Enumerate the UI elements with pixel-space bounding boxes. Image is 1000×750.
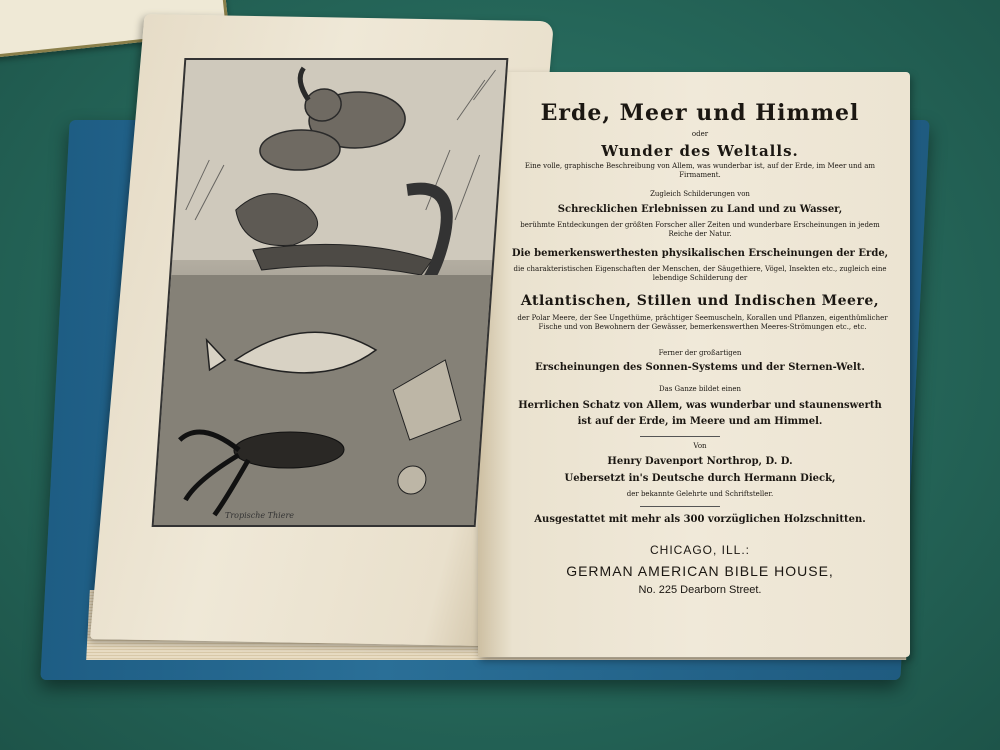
discoveries-line: berühmte Entdeckungen der größten Forscher aller Zeiten und wunderbare Erscheinungen in jedem Reiche der Natur. <box>520 221 880 238</box>
publisher-address: No. 225 Dearborn Street. <box>638 584 762 596</box>
book-title: Erde, Meer und Himmel <box>540 100 860 126</box>
zugleich-line: Zugleich Schilderungen von <box>650 190 750 198</box>
description-line: Eine volle, graphische Beschreibung von Allem, was wunderbar ist, auf der Erde, im Meer und am Firmament. <box>524 162 876 179</box>
characteristics-line: die charakteristischen Eigenschaften der Menschen, der Säugethiere, Vögel, Insekten etc., zugleich eine lebendige Schilderung der <box>513 265 887 282</box>
polar-line: der Polar Meere, der See Ungethüme, prächtiger Seemuscheln, Korallen und Pflanzen, eigenthümlicher Fische und von Bewohnern der Gewässer, bemerkenswerthen Meeres-Strömungen etc., etc. <box>517 314 888 331</box>
publisher-name: GERMAN AMERICAN BIBLE HOUSE, <box>566 563 834 579</box>
physical-line: Die bemerkenswerthesten physikalischen Erscheinungen der Erde, <box>511 248 889 259</box>
engraving-illustration <box>152 58 509 527</box>
book-subtitle: Wunder des Weltalls. <box>601 142 799 160</box>
author-line: Henry Davenport Northrop, D. D. <box>607 456 793 467</box>
treasure-line-2: ist auf der Erde, im Meere und am Himmel. <box>577 416 823 427</box>
treasure-line: Herrlichen Schatz von Allem, was wunderbar und staunenswerth <box>518 400 882 411</box>
illustrations-line: Ausgestattet mit mehr als 300 vorzüglichen Holzschnitten. <box>534 514 866 525</box>
translator-line: Uebersetzt in's Deutsche durch Hermann Dieck, <box>564 473 836 484</box>
ganze-line: Das Ganze bildet einen <box>658 385 742 393</box>
translator-note: der bekannte Gelehrte und Schriftsteller. <box>626 490 774 498</box>
divider-rule-2 <box>640 506 720 507</box>
ferner-line: Ferner der großartigen <box>658 349 742 357</box>
solar-line: Erscheinungen des Sonnen-Systems und der Sternen-Welt. <box>535 362 865 373</box>
oceans-line: Atlantischen, Stillen und Indischen Meere, <box>520 293 880 309</box>
von-line: Von <box>693 442 707 450</box>
title-oder: oder <box>691 130 709 138</box>
illustration-caption: Tropische Thiere <box>225 511 295 520</box>
divider-rule <box>640 436 720 437</box>
publisher-city: CHICAGO, ILL.: <box>649 543 751 557</box>
adventures-line: Schrecklichen Erlebnissen zu Land und zu Wasser, <box>557 204 843 215</box>
